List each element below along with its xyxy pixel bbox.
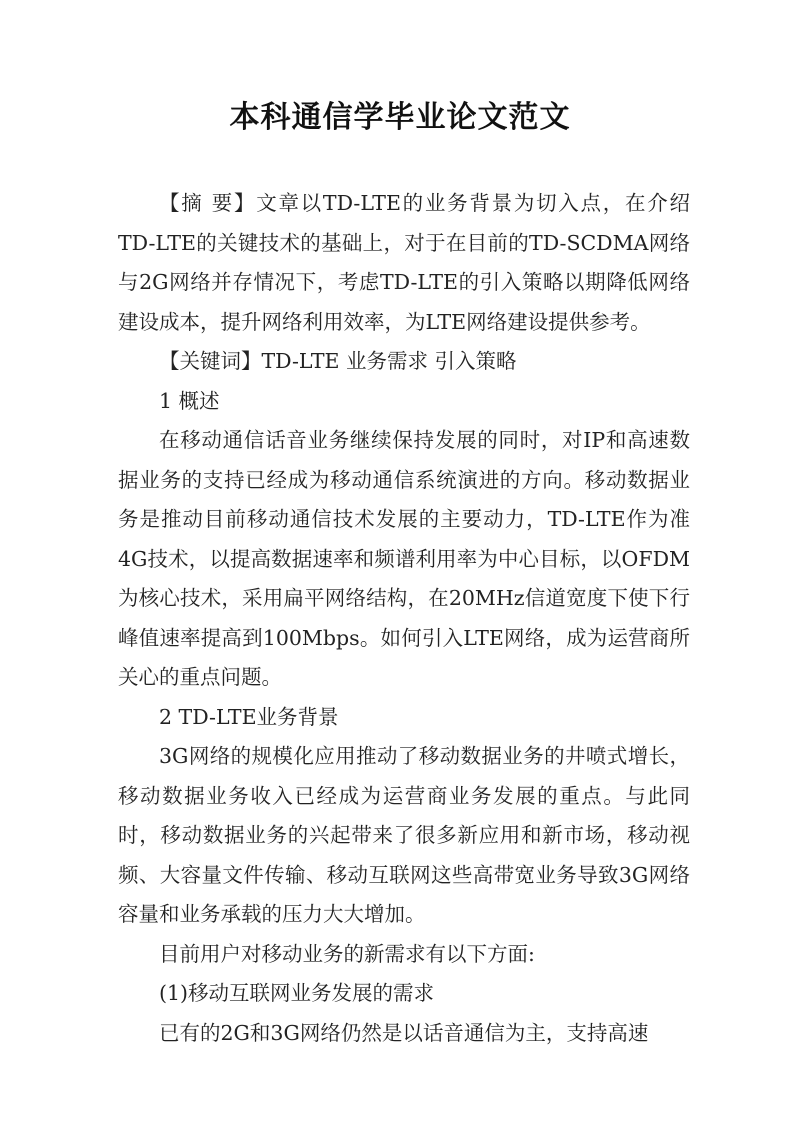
abstract-paragraph: 【摘 要】文章以TD-LTE的业务背景为切入点，在介绍TD-LTE的关键技术的基础上，对于在目前的TD-SCDMA网络与2G网络并存情况下，考虑TD-LTE的引入策略以期降低网络建设成本，提升网络利用效率，为LTE网络建设提供参考。 [118,191,690,334]
section-1-heading: 1 概述 [159,388,220,413]
section-1-paragraph: 在移动通信话音业务继续保持发展的同时，对IP和高速数据业务的支持已经成为移动通信系统演进的方向。移动数据业务是推动目前移动通信技术发展的主要动力，TD-LTE作为准4G技术，以提高数据速率和频谱利用率为中心目标，以OFDM为核心技术，采用扁平网络结构，在20MHz信道宽度下使下行峰值速率提高到100Mbps。如何引入LTE网络，成为运营商所关心的重点问题。 [118,428,690,689]
demands-intro: 目前用户对移动业务的新需求有以下方面: [159,941,535,966]
document-body [118,184,690,1053]
section-2-heading: 2 TD-LTE业务背景 [159,704,339,729]
section-2-paragraph: 3G网络的规模化应用推动了移动数据业务的井喷式增长，移动数据业务收入已经成为运营商业务发展的重点。与此同时，移动数据业务的兴起带来了很多新应用和新市场，移动视频、大容量文件传输、移动互联网这些高带宽业务导致3G网络容量和业务承载的压力大大增加。 [118,744,690,926]
keywords-line: 【关键词】TD-LTE 业务需求 引入策略 [159,349,517,373]
demand-1-heading: (1)移动互联网业务发展的需求 [159,981,435,1005]
demand-1-paragraph: 已有的2G和3G网络仍然是以话音通信为主，支持高速 [159,1020,649,1045]
document-title: 本科通信学毕业论文范文 [229,100,571,135]
